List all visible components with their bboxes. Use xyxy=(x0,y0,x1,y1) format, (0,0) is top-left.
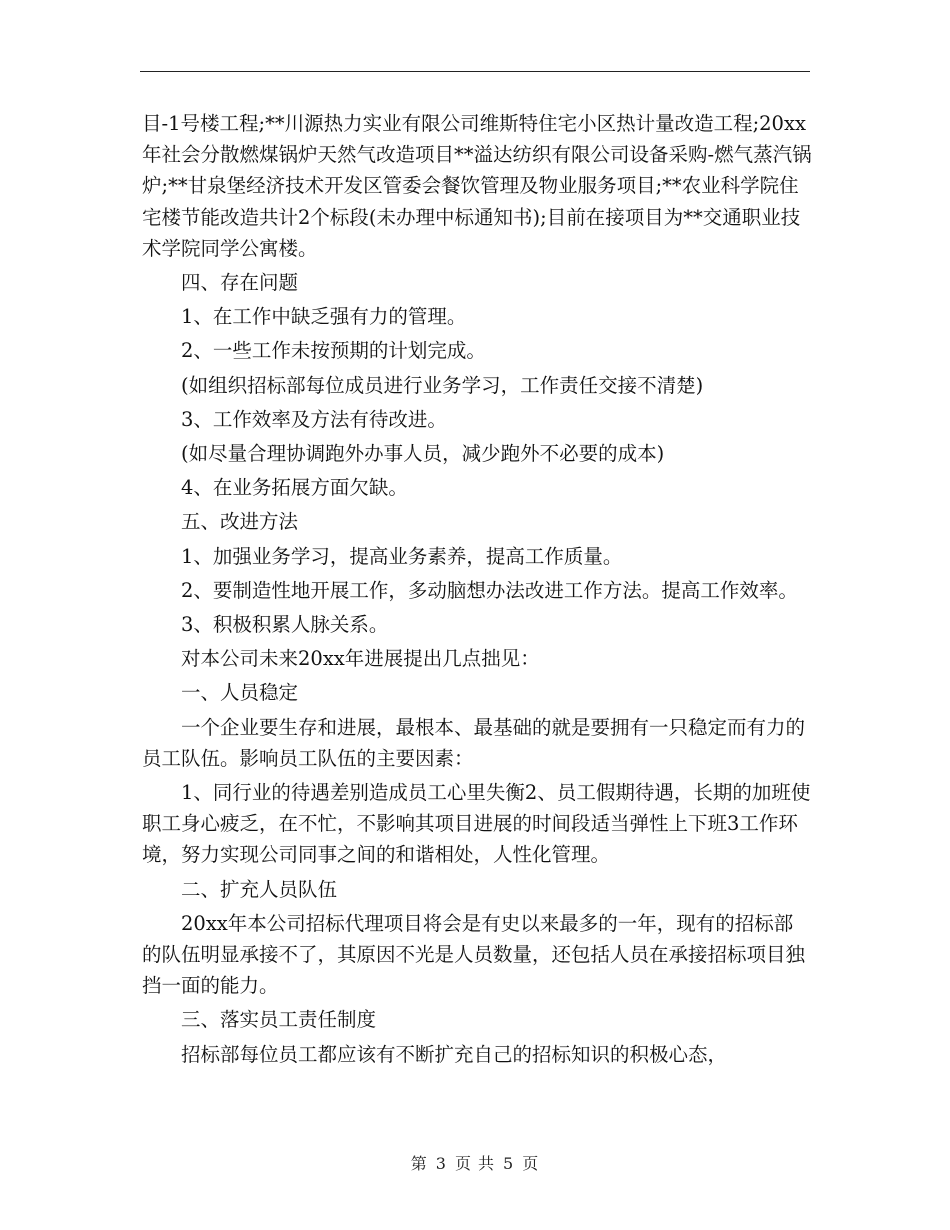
improvement-item-3: 3、积极积累人脉关系。 xyxy=(181,613,389,637)
problem-item-4: 4、在业务拓展方面欠缺。 xyxy=(181,476,408,500)
footer-prefix: 第 xyxy=(410,1154,428,1173)
heading-staff-stability: 一、人员稳定 xyxy=(181,681,299,705)
expand-team-text: 20xx年本公司招标代理项目将会是有史以来最多的一年，现有的招标部的队伍明显承接不了，其原因不光是人员数量，还包括人员在承接招标项目独挡一面的能力。 xyxy=(142,911,806,998)
footer-middle: 页 共 xyxy=(454,1154,496,1173)
heading-responsibility-system: 三、落实员工责任制度 xyxy=(181,1008,377,1032)
header-rule xyxy=(140,71,810,72)
current-page-number: 3 xyxy=(435,1154,447,1173)
improvement-item-1: 1、加强业务学习，提高业务素养，提高工作质量。 xyxy=(181,544,623,568)
improvement-item-2: 2、要制造性地开展工作，多动脑想办法改进工作方法。提高工作效率。 xyxy=(181,578,798,602)
problem-item-2: 2、一些工作未按预期的计划完成。 xyxy=(181,339,486,363)
staff-factors-text: 1、同行业的待遇差别造成员工心里失衡2、员工假期待遇，长期的加班使职工身心疲乏，在不忙，不影响其项目进展的时间段适当弹性上下班3工作环境，努力实现公司同事之间的和谐相处，人性化管理。 xyxy=(142,781,811,867)
responsibility-text: 招标部每位员工都应该有不断扩充自己的招标知识的积极心态， xyxy=(181,1042,728,1066)
page-footer xyxy=(0,1154,950,1174)
document-body xyxy=(142,108,812,1070)
heading-existing-problems: 四、存在问题 xyxy=(181,271,299,295)
heading-expand-team: 二、扩充人员队伍 xyxy=(181,877,338,901)
total-pages-number: 5 xyxy=(503,1154,515,1173)
problem-item-1: 1、在工作中缺乏强有力的管理。 xyxy=(181,305,467,329)
problem-item-3: 3、工作效率及方法有待改进。 xyxy=(181,407,447,431)
footer-suffix: 页 xyxy=(522,1154,540,1173)
heading-improvement-methods: 五、改进方法 xyxy=(181,510,299,534)
problem-note-2: (如组织招标部每位成员进行业务学习，工作责任交接不清楚) xyxy=(181,373,704,397)
problem-note-3: (如尽量合理协调跑外办事人员，减少跑外不必要的成本) xyxy=(181,442,665,466)
suggestions-intro: 对本公司未来20xx年进展提出几点拙见： xyxy=(181,647,540,671)
paragraph-project-list: 目-1号楼工程;**川源热力实业有限公司维斯特住宅小区热计量改造工程;20xx年社会分散燃煤锅炉天然气改造项目**溢达纺织有限公司设备采购-燃气蒸汽锅炉;**甘泉堡经济技术开发区管委会餐饮管理及物业服务项目;**农业科学院住宅楼节能改造共计2个标段(未办理中标通知书);目前在接项目为**交通职业技术学院同学公寓楼。 xyxy=(142,112,812,260)
staff-stability-text: 一个企业要生存和进展，最根本、最基础的就是要拥有一只稳定而有力的员工队伍。影响员工队伍的主要因素： xyxy=(142,715,806,770)
